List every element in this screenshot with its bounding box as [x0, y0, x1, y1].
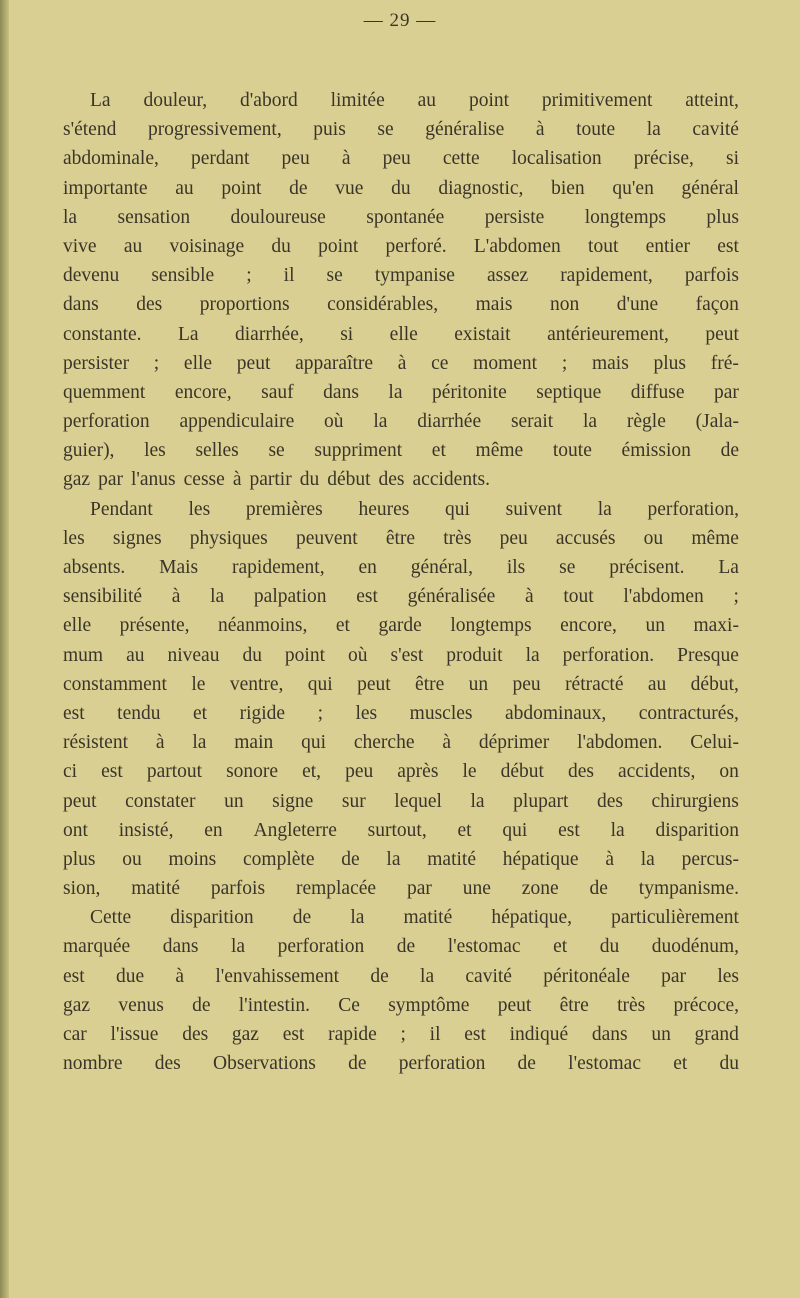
text-line: car l'issue des gaz est rapide ; il est indiqué dans un grand [63, 1024, 739, 1045]
text-line: devenu sensible ; il se tympanise assez rapidement, parfois [63, 265, 739, 287]
text-line: abdominale, perdant peu à peu cette localisation précise, si [63, 148, 739, 170]
text-line: résistent à la main qui cherche à déprimer l'abdomen. Celui- [63, 732, 739, 754]
text-line: sensibilité à la palpation est généralisée à tout l'abdomen ; [63, 586, 739, 608]
text-line: ont insisté, en Angleterre surtout, et qui est la disparition [63, 819, 739, 841]
page-number: — 29 — [363, 10, 437, 31]
text-line: La douleur, d'abord limitée au point primitivement atteint, [90, 90, 739, 111]
text-line: perforation appendiculaire où la diarrhée serait la règle (Jala- [63, 411, 739, 433]
text-line: nombre des Observations de perforation de l'estomac et du [63, 1053, 739, 1075]
text-line: mum au niveau du point où s'est produit la perforation. Presque [63, 644, 739, 666]
text-line: gaz venus de l'intestin. Ce symptôme peut être très précoce, [63, 994, 739, 1016]
text-line: les signes physiques peuvent être très peu accusés ou même [63, 527, 739, 549]
body-text [63, 86, 739, 1078]
text-line: ci est partout sonore et, peu après le début des accidents, on [63, 761, 739, 783]
text-line: guier), les selles se suppriment et même toute émission de [63, 440, 739, 462]
text-line: la sensation douloureuse spontanée persiste longtemps plus [63, 206, 739, 228]
text-line: Cette disparition de la matité hépatique, particulièrement [90, 907, 739, 929]
text-line: importante au point de vue du diagnostic, bien qu'en général [63, 177, 739, 199]
text-line: est tendu et rigide ; les muscles abdominaux, contracturés, [63, 702, 739, 724]
page-edge-shadow [0, 0, 9, 1298]
text-line: quemment encore, sauf dans la péritonite septique diffuse par [63, 381, 739, 403]
text-line: s'étend progressivement, puis se généralise à toute la cavité [63, 119, 739, 141]
text-line: persister ; elle peut apparaître à ce moment ; mais plus fré- [63, 352, 739, 374]
text-line: constamment le ventre, qui peut être un peu rétracté au début, [63, 673, 739, 695]
text-line: gaz par l'anus cesse à partir du début des accidents. [63, 469, 490, 491]
text-line: plus ou moins complète de la matité hépatique à la percus- [63, 848, 739, 870]
text-line: dans des proportions considérables, mais non d'une façon [63, 294, 739, 316]
text-line: marquée dans la perforation de l'estomac et du duodénum, [63, 936, 739, 958]
text-line: absents. Mais rapidement, en général, ils se précisent. La [63, 557, 739, 578]
text-line: Pendant les premières heures qui suivent la perforation, [90, 498, 739, 520]
text-line: peut constater un signe sur lequel la plupart des chirurgiens [63, 790, 739, 812]
text-line: constante. La diarrhée, si elle existait antérieurement, peut [63, 323, 739, 345]
text-line: est due à l'envahissement de la cavité péritonéale par les [63, 965, 739, 987]
text-line: elle présente, néanmoins, et garde longtemps encore, un maxi- [63, 615, 739, 637]
text-line: sion, matité parfois remplacée par une zone de tympanisme. [63, 878, 739, 900]
text-line: vive au voisinage du point perforé. L'abdomen tout entier est [63, 235, 739, 257]
